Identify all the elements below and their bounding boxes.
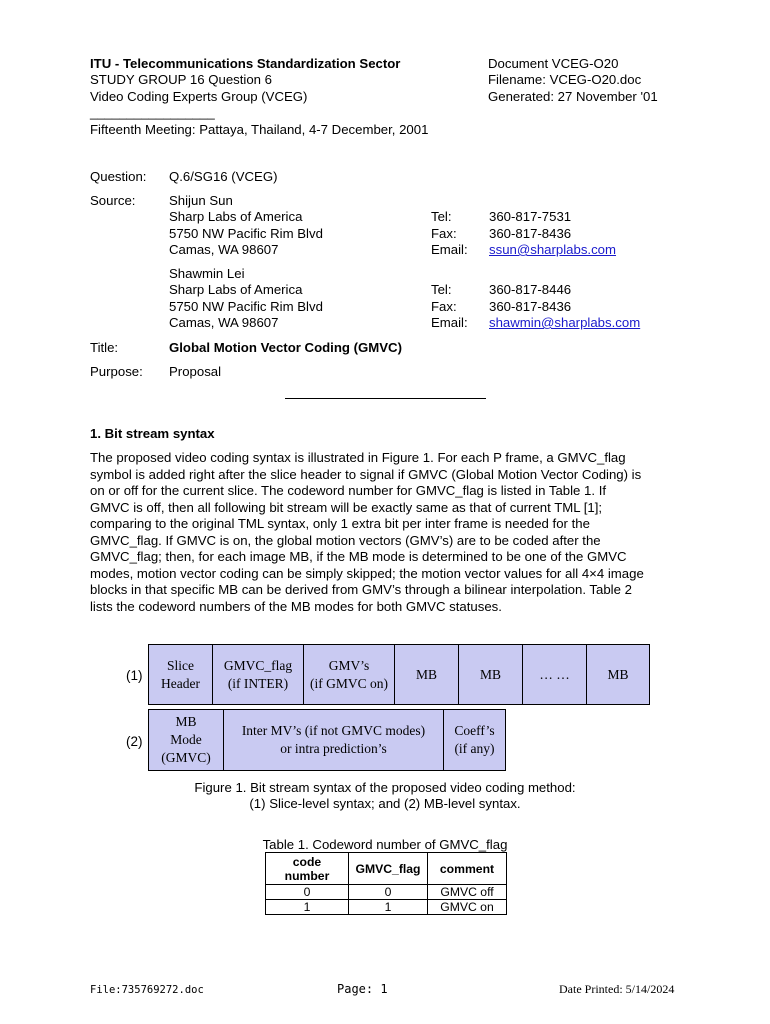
table-row (266, 900, 507, 915)
mb-mode-cell: MB Mode (GMVC) (149, 710, 224, 770)
paragraph-line: GMVC_flag. If GMVC is on, the global motion vectors (GMV’s) are to be coded after the (90, 532, 601, 548)
table-header-row (266, 853, 507, 885)
email-label: Email: (431, 315, 468, 330)
purpose-value: Proposal (169, 364, 222, 379)
column-header: GMVC_flag (349, 853, 428, 885)
gmvc-flag-cell: GMVC_flag (if INTER) (213, 645, 304, 704)
figure-caption: Figure 1. Bit stream syntax of the proposed video coding method: (194, 780, 576, 795)
study-group: STUDY GROUP 16 Question 6 (90, 72, 273, 87)
tel-value: 360-817-7531 (489, 209, 572, 224)
paragraph-line: symbol is added right after the slice header to signal if GMVC (Global Motion Vector Coding) is (90, 466, 642, 482)
author-name: Shijun Sun (169, 193, 233, 208)
mb-cell: MB (607, 666, 629, 682)
section-heading: 1. Bit stream syntax (90, 426, 215, 441)
paragraph-line: modes, motion vector coding can be simply skipped; the motion vector values for all 4×4 image (90, 565, 644, 581)
slice-level-syntax (148, 644, 650, 705)
table-cell: 1 (266, 900, 349, 915)
slice-header-cell: Slice Header (149, 645, 213, 704)
generated-date: Generated: 27 November '01 (488, 89, 658, 104)
org-name: ITU - Telecommunications Standardization Sector (90, 56, 401, 71)
fax-label: Fax: (431, 299, 457, 314)
figure-caption: (1) Slice-level syntax; and (2) MB-level syntax. (249, 796, 521, 811)
question-value: Q.6/SG16 (VCEG) (169, 169, 278, 184)
mb-cell: MB (459, 645, 523, 704)
row-label-mb-level: (2) (126, 734, 143, 749)
footer-page-number: Page: 1 (337, 982, 388, 996)
header-underline: _________________ (90, 105, 215, 120)
author-city: Camas, WA 98607 (169, 315, 279, 330)
mb-cell: MB (395, 645, 459, 704)
fax-value: 360-817-8436 (489, 299, 572, 314)
author-org: Sharp Labs of America (169, 209, 303, 224)
paragraph-line: lists the codeword numbers of the MB modes for both GMVC statuses. (90, 598, 502, 614)
gmv-cell: GMV’s (if GMVC on) (304, 645, 395, 704)
inter-mv-cell: Inter MV’s (if not GMVC modes) or intra prediction’s (224, 710, 444, 770)
table-cell: GMVC off (428, 885, 507, 900)
footer-filename: File:735769272.doc (90, 984, 204, 996)
table-cell: 0 (349, 885, 428, 900)
column-header: comment (428, 853, 507, 885)
tel-value: 360-817-8446 (489, 282, 572, 297)
tel-label: Tel: (431, 282, 452, 297)
question-label: Question: (90, 169, 147, 184)
author-city: Camas, WA 98607 (169, 242, 279, 257)
table-cell: 1 (349, 900, 428, 915)
paragraph-line: GMVC is off, then all following bit stream will be exactly same as that of current TML [1]; (90, 499, 603, 515)
ellipsis-cell: … … (523, 645, 587, 704)
author-org: Sharp Labs of America (169, 282, 303, 297)
tel-label: Tel: (431, 209, 452, 224)
body-paragraph (90, 450, 680, 615)
email-link[interactable]: ssun@sharplabs.com (489, 242, 617, 257)
paragraph-line: The proposed video coding syntax is illustrated in Figure 1. For each P frame, a GMVC_flag (90, 450, 626, 465)
table-cell: 0 (266, 885, 349, 900)
paragraph-line: on or off for the current slice. The codeword number for GMVC_flag is listed in Table 1. If (90, 483, 607, 498)
author-address: 5750 NW Pacific Rim Blvd (169, 226, 323, 241)
paragraph-line: comparing to the original TML syntax, only 1 extra bit per inter frame is needed for the (90, 516, 590, 531)
mb-level-syntax (148, 709, 506, 771)
paragraph-line: blocks in that specific MB can be derived from GMV’s through a bilinear interpolation. Table 2 (90, 582, 632, 597)
separator-line (285, 398, 486, 399)
table-cell: GMVC on (428, 900, 507, 915)
email-link[interactable]: shawmin@sharplabs.com (489, 315, 641, 330)
column-header: code number (266, 853, 349, 885)
row-label-slice-level: (1) (126, 668, 143, 683)
source-label: Source: (90, 193, 136, 208)
table-caption: Table 1. Codeword number of GMVC_flag (262, 837, 508, 852)
document-number: Document VCEG-O20 (488, 56, 619, 71)
purpose-label: Purpose: (90, 364, 143, 379)
title-label: Title: (90, 340, 119, 355)
table-row (266, 885, 507, 900)
codeword-table (265, 852, 507, 915)
filename: Filename: VCEG-O20.doc (488, 72, 642, 87)
title-value: Global Motion Vector Coding (GMVC) (169, 340, 402, 355)
fax-label: Fax: (431, 226, 457, 241)
meeting-info: Fifteenth Meeting: Pattaya, Thailand, 4-7 December, 2001 (90, 122, 429, 137)
paragraph-line: GMVC_flag; then, for each image MB, if the MB mode is determined to be one of the GMVC (90, 549, 627, 564)
author-address: 5750 NW Pacific Rim Blvd (169, 299, 323, 314)
footer-date-printed: Date Printed: 5/14/2024 (559, 982, 675, 996)
fax-value: 360-817-8436 (489, 226, 572, 241)
coeff-cell: Coeff’s (if any) (454, 723, 495, 756)
author-name: Shawmin Lei (169, 266, 245, 281)
email-label: Email: (431, 242, 468, 257)
vceg-name: Video Coding Experts Group (VCEG) (90, 89, 308, 104)
